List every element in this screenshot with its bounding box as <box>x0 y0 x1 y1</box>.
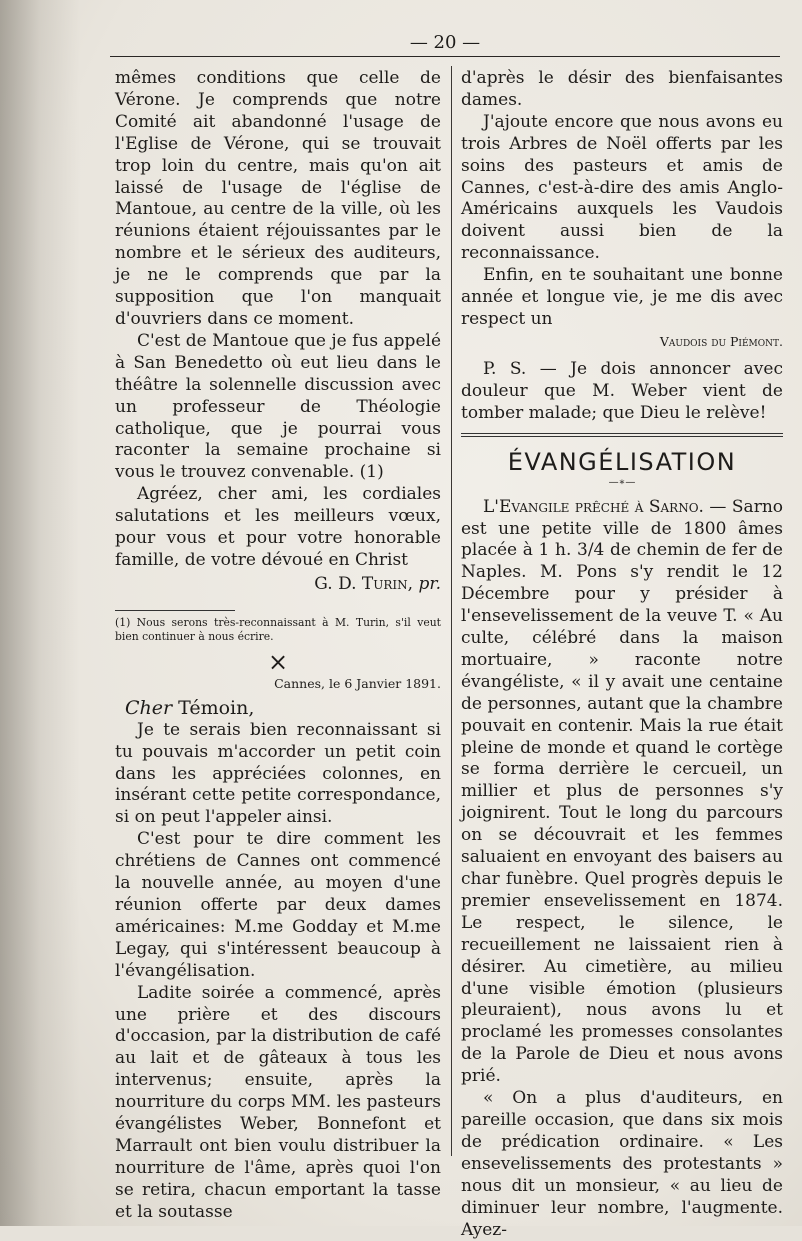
page-header <box>110 30 780 64</box>
paragraph: d'après le désir des bienfaisantes dames. <box>461 68 783 110</box>
dateline: Cannes, le 6 Janvier 1891. <box>274 675 441 691</box>
left-column <box>115 68 441 1224</box>
signature-name: G. D. Turin, <box>314 573 414 594</box>
section-title: ÉVANGÉLISATION <box>507 447 737 476</box>
signature <box>115 574 441 596</box>
paragraph: J'ajoute encore que nous avons eu trois Arbres de Noël offerts par les soins des pasteurs et amis de Cannes, c'est-à-dire des amis Anglo-Américains auxquels les Vaudois doivent aussi bien de la reconnaissance. <box>461 111 783 264</box>
ornament: —∗— <box>608 476 636 488</box>
salutation-italic: Cher <box>125 696 173 719</box>
paragraph: Enfin, en te souhaitant une bonne année et longue vie, je me dis avec respect un <box>461 265 783 329</box>
postscript: P. S. — Je dois annoncer avec douleur que M. Weber vient de tomber malade; que Dieu le relève! <box>461 358 783 423</box>
paragraph: mêmes conditions que celle de Vérone. Je comprends que notre Comité ait abandonné l'usage de l'Eglise de Vérone, qui se trouvait trop loin du centre, mais qu'on ait laissé de l'usage de l'église de Mantoue, au centre de la ville, où les réunions étaient réjouissantes par le nombre et le sérieux des auditeurs, je ne le comprends que par la supposition que l'on manquait d'ouvriers dans ce moment. <box>115 68 441 329</box>
separator-mark: × <box>267 647 289 676</box>
footnote: (1) Nous serons très-reconnaissant à M. Turin, s'il veut bien continuer à nous écrire. <box>115 615 441 643</box>
page-number: — 20 — <box>409 32 481 53</box>
header-rule <box>110 56 780 57</box>
footnote-rule <box>115 610 235 611</box>
page-edge-shadow <box>0 0 80 1226</box>
article-paragraph <box>461 497 783 1088</box>
paragraph: « On a plus d'auditeurs, en pareille occasion, que dans six mois de prédication ordinaire. « Les ensevelissements des protestants » nous dit un monsieur, « au lieu de diminuer leur nombre, l'augmente. Ayez- <box>461 1088 783 1240</box>
article-text: — Sarno est une petite ville de 1800 âmes placée à 1 h. 3/4 de chemin de fer de Naples. M. Pons s'y rendit le 12 Décembre pour y présider à l'ensevelissement de la veuve T. « Au culte, célébré dans la maison mortuaire, » raconte notre évangéliste, « il y avait une centaine de personnes, autant que la chambre pouvait en contenir. Mais la rue était pleine de monde et quand le cortège se forma derrière le cercueil, un millier et plus de personnes s'y joignirent. Tout le long du parcours on se découvrait et les femmes saluaient en envoyant des baisers au char funèbre. Quel progrès depuis le premier ensevelissement en 1874. Le respect, le silence, le recueillement ne laissaient rien à désirer. Au cimetière, au milieu d'une visible émotion (plusieurs pleuraient), nous avons lu et proclamé les promesses consolantes de la Parole de Dieu et nous avons prié. <box>461 496 783 1087</box>
article-lead: L'Evangile prêché à Sarno. <box>483 496 704 517</box>
paragraph: C'est de Mantoue que je fus appelé à San Benedetto où eut lieu dans le théâtre la solennelle discussion avec un professeur de Théologie catholique, que je pourrai vous raconter la semaine prochaine si vous le trouvez convenable. (1) <box>115 330 441 483</box>
right-column <box>461 68 783 1241</box>
paragraph: C'est pour te dire comment les chrétiens de Cannes ont commencé la nouvelle année, au moyen d'une réunion offerte par deux dames américaines: M.me Godday et M.me Legay, qui s'intéressent beaucoup à l'évangélisation. <box>115 829 441 981</box>
paragraph: Je te serais bien reconnaissant si tu pouvais m'accorder un petit coin dans les appréciées colonnes, en insérant cette petite correspondance, si on peut l'appeler ainsi. <box>115 719 441 828</box>
salutation-rest: Témoin, <box>172 696 255 719</box>
signature-title: pr. <box>418 573 441 594</box>
salutation <box>125 696 441 720</box>
signature: Vaudois du Piémont. <box>659 333 783 349</box>
paragraph: Agréez, cher ami, les cordiales salutations et les meilleurs vœux, pour vous et pour votre honorable famille, de votre dévoué en Christ <box>115 484 441 570</box>
section-double-rule <box>461 433 783 437</box>
column-divider <box>451 66 452 1156</box>
paragraph: Ladite soirée a commencé, après une prière et des discours d'occasion, par la distribution de café au lait et de gâteaux à tous les intervenus; ensuite, après la nourriture du corps MM. les pasteurs évangélistes Weber, Bonnefont et Marrault ont bien voulu distribuer la nourriture de l'âme, après quoi l'on se retira, chacun emportant la tasse et la soutasse <box>115 982 441 1222</box>
